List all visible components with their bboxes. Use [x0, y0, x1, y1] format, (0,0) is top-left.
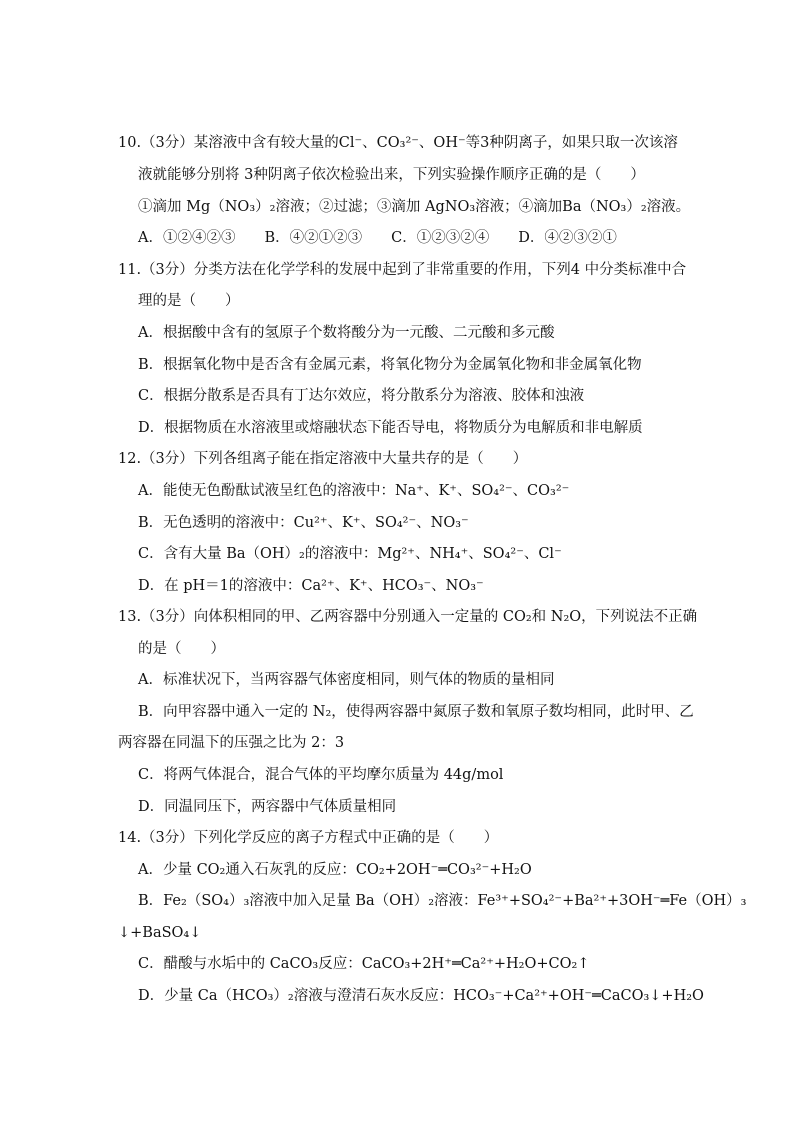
- q10-stem-line1: 10.（3分）某溶液中含有较大量的Cl⁻、CO₃²⁻、OH⁻等3种阴离子，如果只取一次该溶: [118, 135, 678, 151]
- q13-option-d: D．同温同压下，两容器中气体质量相同: [138, 799, 397, 815]
- q13-option-b-line2: 两容器在同温下的压强之比为 2：3: [118, 735, 345, 751]
- q14-option-b-line2: ↓+BaSO₄↓: [118, 925, 202, 941]
- q11-stem-line1: 11.（3分）分类方法在化学学科的发展中起到了非常重要的作用，下列4 中分类标准中合: [118, 262, 687, 278]
- q13-stem-line2: 的是（ ）: [138, 641, 225, 657]
- q12-option-d: D．在 pH＝1的溶液中：Ca²⁺、K⁺、HCO₃⁻、NO₃⁻: [138, 578, 484, 594]
- q11-stem-line2: 理的是（ ）: [138, 293, 240, 309]
- q12-stem: 12.（3分）下列各组离子能在指定溶液中大量共存的是（ ）: [118, 451, 528, 467]
- q11-option-a: A．根据酸中含有的氢原子个数将酸分为一元酸、二元酸和多元酸: [138, 325, 555, 341]
- q14-option-a: A．少量 CO₂通入石灰乳的反应：CO₂+2OH⁻═CO₃²⁻+H₂O: [138, 862, 532, 878]
- q10-stem-line2: 液就能够分别将 3种阴离子依次检验出来，下列实验操作顺序正确的是（ ）: [138, 167, 645, 183]
- q13-stem-line1: 13.（3分）向体积相同的甲、乙两容器中分别通入一定量的 CO₂和 N₂O，下列说法不正确: [118, 609, 698, 625]
- q13-option-b-line1: B．向甲容器中通入一定的 N₂，使得两容器中氮原子数和氧原子数均相同，此时甲、乙: [138, 704, 694, 720]
- q12-option-b: B．无色透明的溶液中：Cu²⁺、K⁺、SO₄²⁻、NO₃⁻: [138, 515, 469, 531]
- q12-option-c: C．含有大量 Ba（OH）₂的溶液中：Mg²⁺、NH₄⁺、SO₄²⁻、Cl⁻: [138, 546, 562, 562]
- q11-option-d: D．根据物质在水溶液里或熔融状态下能否导电，将物质分为电解质和非电解质: [138, 420, 643, 436]
- q14-stem: 14.（3分）下列化学反应的离子方程式中正确的是（ ）: [118, 830, 499, 846]
- q11-option-b: B．根据氧化物中是否含有金属元素，将氧化物分为金属氧化物和非金属氧化物: [138, 357, 642, 373]
- q11-option-c: C．根据分散系是否具有丁达尔效应，将分散系分为溶液、胶体和浊液: [138, 388, 585, 404]
- q13-option-a: A．标准状况下，当两容器气体密度相同，则气体的物质的量相同: [138, 672, 555, 688]
- q14-option-b-line1: B．Fe₂（SO₄）₃溶液中加入足量 Ba（OH）₂溶液：Fe³⁺+SO₄²⁻+Ba²⁺+3OH⁻═Fe（OH）₃: [138, 893, 747, 909]
- q14-option-c: C．醋酸与水垢中的 CaCO₃反应：CaCO₃+2H⁺═Ca²⁺+H₂O+CO₂↑: [138, 956, 590, 972]
- q10-options: A．①②④②③ B．④②①②③ C．①②③②④ D．④②③②①: [138, 230, 617, 246]
- q10-operations: ①滴加 Mg（NO₃）₂溶液；②过滤；③滴加 AgNO₃溶液；④滴加Ba（NO₃）₂溶液。: [138, 199, 691, 215]
- q14-option-d: D．少量 Ca（HCO₃）₂溶液与澄清石灰水反应：HCO₃⁻+Ca²⁺+OH⁻═CaCO₃↓+H₂O: [138, 988, 704, 1004]
- q12-option-a: A．能使无色酚酞试液呈红色的溶液中：Na⁺、K⁺、SO₄²⁻、CO₃²⁻: [138, 483, 570, 499]
- q13-option-c: C．将两气体混合，混合气体的平均摩尔质量为 44g/mol: [138, 767, 504, 783]
